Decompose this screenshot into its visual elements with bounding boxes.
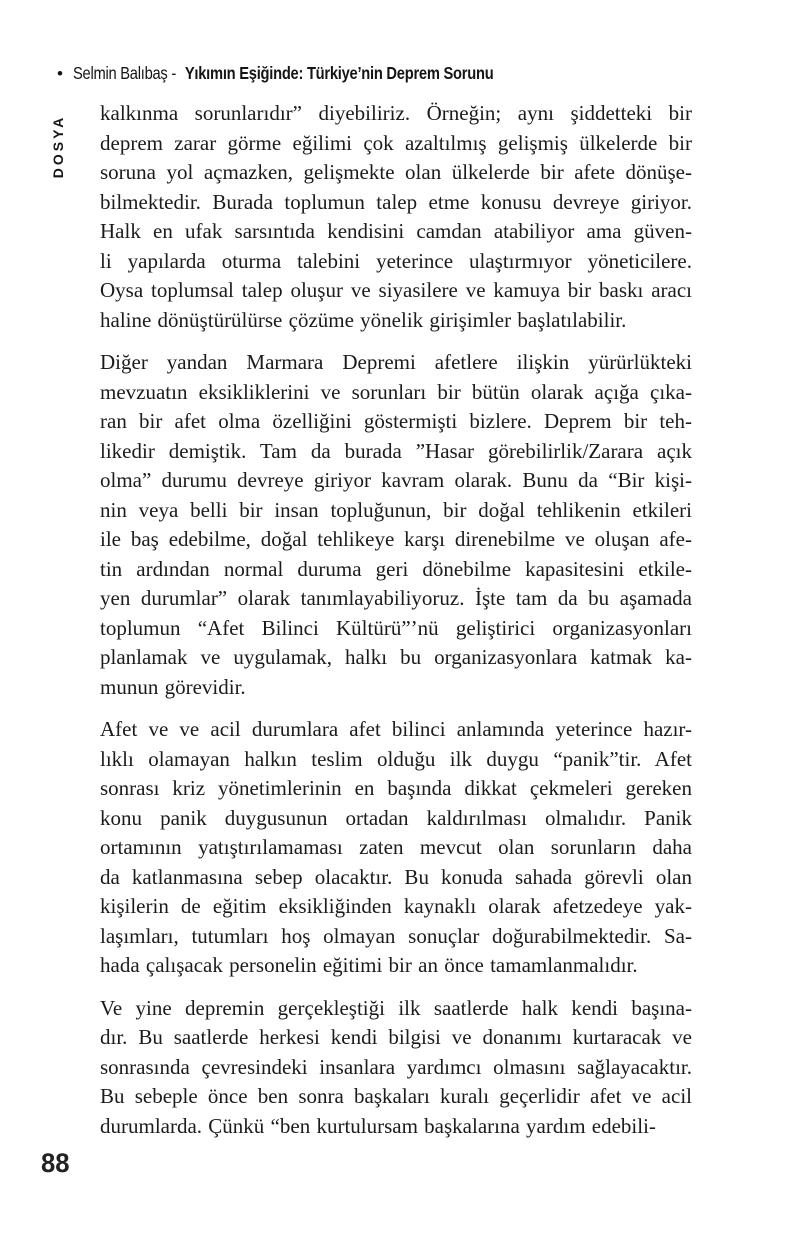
text-line: haline dönüştürülürse çözüme yönelik girişimler başlatılabilir. — [100, 307, 627, 332]
header-text — [73, 63, 493, 84]
paragraph — [100, 715, 692, 981]
header-book-title: Yıkımın Eşiğinde: Türkiye’nin Deprem Sorunu — [184, 63, 494, 83]
text-line: Ve yine depremin gerçekleştiği ilk saatlerde halk kendi başına- — [100, 995, 692, 1020]
paragraph — [100, 994, 692, 1142]
text-line: munun görevidir. — [100, 674, 246, 699]
text-line: ortamının yatıştırılamaması zaten mevcut olan sorunların daha — [100, 835, 692, 859]
text-line: kalkınma sorunlarıdır” diyebiliriz. Örneğin; aynı şiddetteki bir — [100, 101, 692, 125]
text-line: durumlarda. Çünkü “ben kurtulursam başkalarına yardım edebili- — [100, 1113, 656, 1138]
text-line: da katlanmasına sebep olacaktır. Bu konuda sahada görevli olan — [100, 864, 692, 889]
text-line: hada çalışacak personelin eğitimi bir an önce tamamlanmalıdır. — [100, 953, 638, 977]
running-header — [57, 63, 573, 84]
bullet-icon: • — [57, 64, 63, 83]
paragraph — [100, 99, 692, 335]
text-line: olma” durumu devreye giriyor kavram olarak. Bunu da “Bir kişi- — [100, 468, 692, 492]
text-line: ile baş edebilme, doğal tehlikeye karşı direnebilme ve oluşan afe- — [100, 527, 692, 551]
text-line: sonrası kriz yönetimlerinin en başında dikkat çekmeleri gereken — [100, 776, 692, 800]
page-number: 88 — [41, 1148, 70, 1178]
text-line: bilmektedir. Burada toplumun talep etme konusu devreye giriyor. — [100, 189, 692, 214]
text-line: tin ardından normal duruma geri dönebilme kapasitesini etkile- — [100, 556, 692, 581]
text-line: lıklı olamayan halkın teslim olduğu ilk duygu “panik”tir. Afet — [100, 746, 692, 771]
header-author: Selmin Balıbaş - — [72, 63, 176, 83]
text-line: Diğer yandan Marmara Depremi afetlere ilişkin yürürlükteki — [100, 350, 692, 374]
section-label-dosya: DOSYA — [50, 114, 66, 179]
text-line: Afet ve ve acil durumlara afet bilinci anlamında yeterince hazır- — [100, 717, 692, 741]
text-line: deprem zarar görme eğilimi çok azaltılmış gelişmiş ülkelerde bir — [100, 130, 692, 155]
text-line: planlamak ve uygulamak, halkı bu organizasyonlara katmak ka- — [100, 645, 692, 669]
text-line: sonrasında çevresindeki insanlara yardımcı olmasını sağlayacaktır. — [100, 1054, 692, 1079]
text-line: li yapılarda oturma talebini yeterince ulaştırmıyor yöneticilere. — [100, 248, 692, 273]
text-line: konu panik duygusunun ortadan kaldırılması olmalıdır. Panik — [100, 805, 692, 830]
paragraph — [100, 348, 692, 702]
text-line: ran bir afet olma özelliğini göstermişti bizlere. Deprem bir teh- — [100, 409, 692, 433]
text-line: nin veya belli bir insan topluğunun, bir doğal tehlikenin etkileri — [100, 497, 692, 522]
article-body — [100, 99, 692, 1154]
text-line: dır. Bu saatlerde herkesi kendi bilgisi ve donanımı kurtaracak ve — [100, 1025, 692, 1049]
text-line: laşımları, tutumları hoş olmayan sonuçlar doğurabilmektedir. Sa- — [100, 923, 692, 948]
text-line: soruna yol açmazken, gelişmekte olan ülkelerde bir afete dönüşe- — [100, 160, 692, 184]
text-line: mevzuatın eksikliklerini ve sorunları bir bütün olarak açığa çıka- — [100, 379, 692, 404]
text-line: Oysa toplumsal talep oluşur ve siyasilere ve kamuya bir baskı aracı — [100, 278, 692, 302]
text-line: Bu sebeple önce ben sonra başkaları kuralı geçerlidir afet ve acil — [100, 1084, 692, 1108]
text-line: yen durumlar” olarak tanımlayabiliyoruz. İşte tam da bu aşamada — [100, 586, 692, 610]
text-line: Halk en ufak sarsıntıda kendisini camdan atabiliyor ama güven- — [100, 219, 692, 243]
text-line: likedir demiştik. Tam da burada ”Hasar görebilirlik/Zarara açık — [100, 438, 692, 463]
text-line: kişilerin de eğitim eksikliğinden kaynaklı olarak afetzedeye yak- — [100, 894, 692, 918]
text-line: toplumun “Afet Bilinci Kültürü”’nü geliştirici organizasyonları — [100, 615, 692, 640]
